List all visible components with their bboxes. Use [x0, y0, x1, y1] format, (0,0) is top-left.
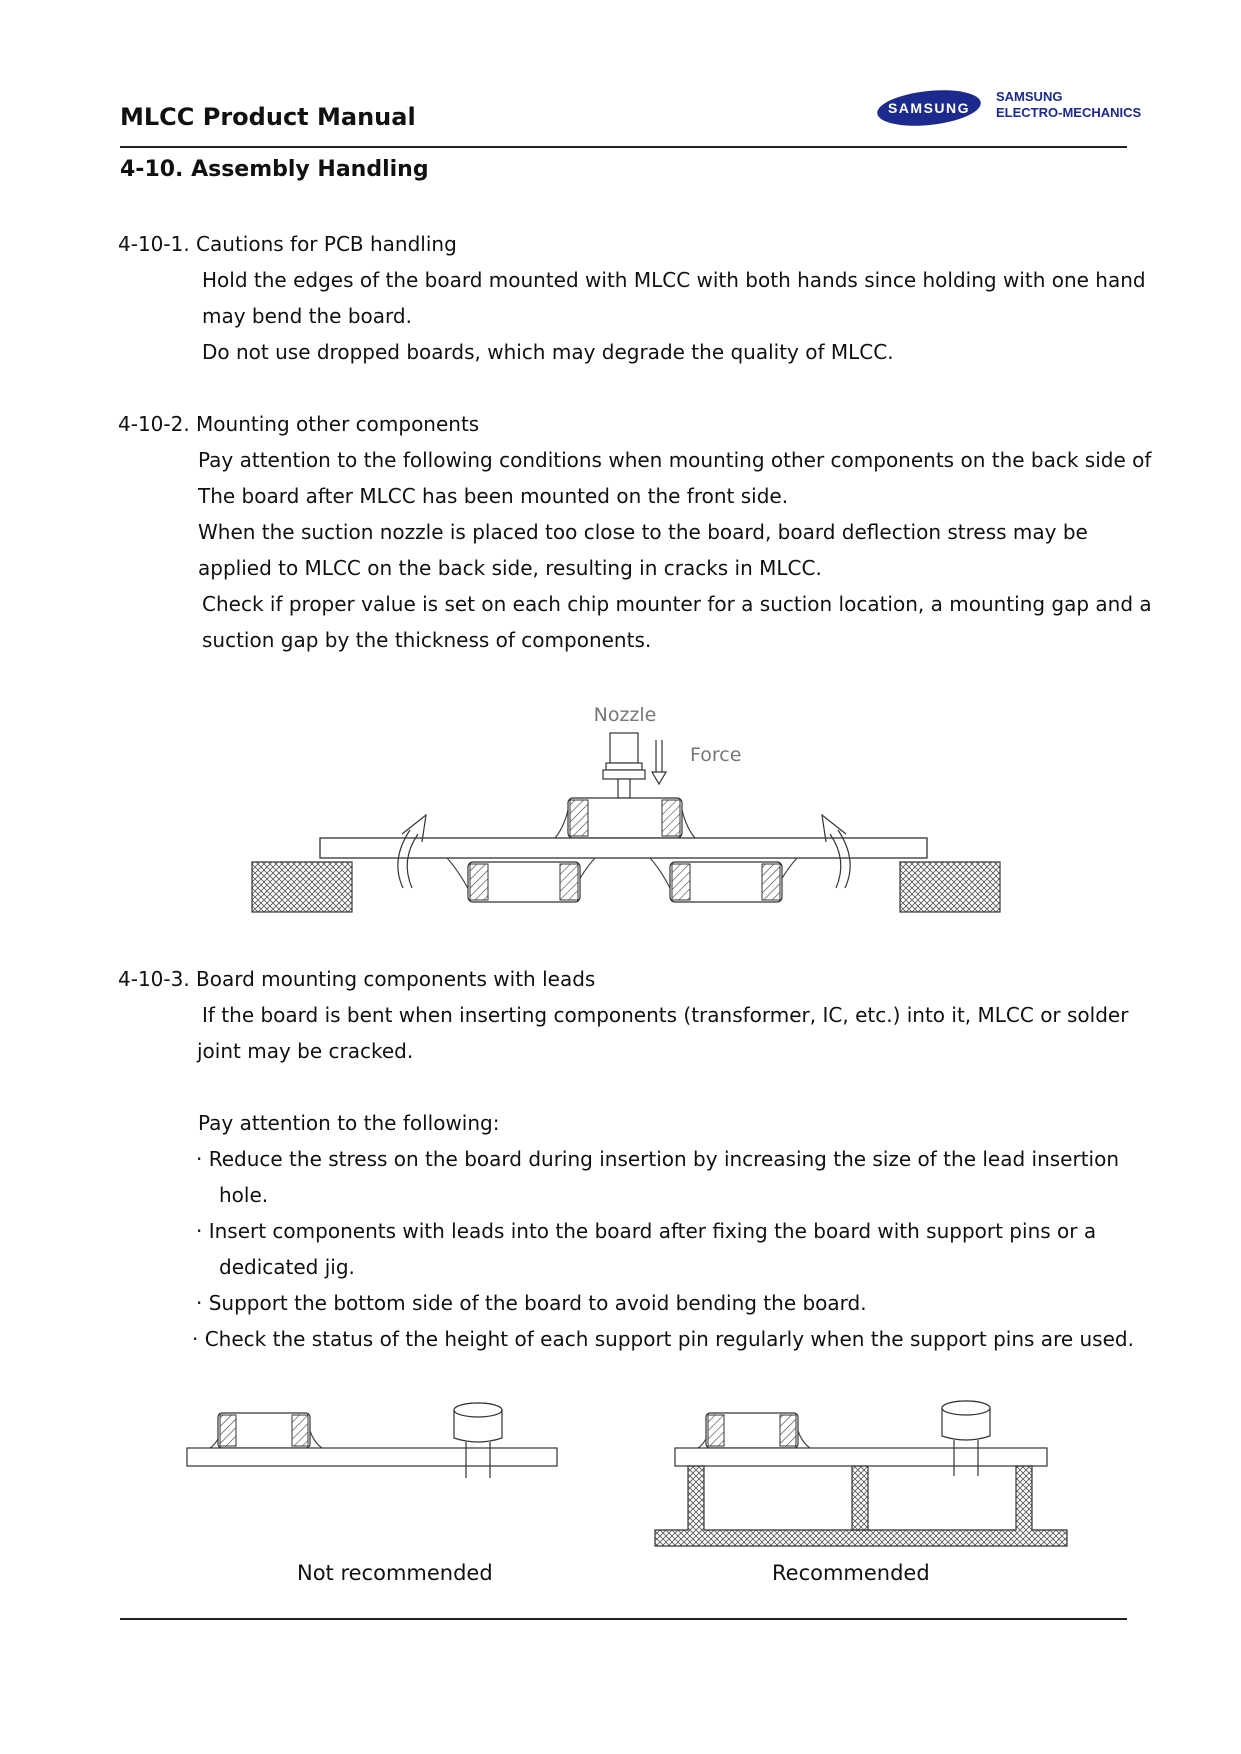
company-name-line1: SAMSUNG: [996, 89, 1063, 104]
subsection-heading-4-10-1: 4-10-1. Cautions for PCB handling: [118, 232, 457, 256]
right-support-block: [900, 862, 1000, 912]
caption-recommended: Recommended: [772, 1561, 930, 1585]
s1-line-2: may bend the board.: [202, 304, 412, 328]
samsung-logo: [875, 88, 983, 132]
footer-rule: [120, 1618, 1127, 1620]
s2-line-1: Pay attention to the following conditions when mounting other components on the back side of: [198, 448, 1152, 472]
s2-line-3: When the suction nozzle is placed too close to the board, board deflection stress may be: [198, 520, 1088, 544]
logo-wordmark: SAMSUNG: [887, 100, 971, 116]
s1-line-1: Hold the edges of the board mounted with MLCC with both hands since holding with one hand: [202, 268, 1146, 292]
top-mlcc-icon: [555, 798, 695, 838]
bottom-mlcc-left-icon: [447, 858, 595, 902]
s3-bullet-2: · Insert components with leads into the board after fixing the board with support pins or a: [196, 1219, 1097, 1243]
s3-line-2: joint may be cracked.: [197, 1039, 414, 1063]
s3-bullet-2-cont: dedicated jig.: [219, 1255, 355, 1279]
support-jig: [655, 1466, 1067, 1546]
s3-line-3: Pay attention to the following:: [198, 1111, 500, 1135]
company-name-line2: ELECTRO-MECHANICS: [996, 105, 1142, 120]
s3-bullet-1: · Reduce the stress on the board during insertion by increasing the size of the lead insertion: [196, 1147, 1120, 1171]
caption-not-recommended: Not recommended: [297, 1561, 493, 1585]
recommended-diagram: [655, 1401, 1067, 1546]
s2-line-5: Check if proper value is set on each chip mounter for a suction location, a mounting gap and a: [202, 592, 1152, 616]
s2-line-4: applied to MLCC on the back side, resulting in cracks in MLCC.: [198, 556, 822, 580]
section-title: 4-10. Assembly Handling: [120, 157, 429, 182]
s3-bullet-3: · Support the bottom side of the board to avoid bending the board.: [196, 1291, 867, 1315]
nozzle-label: Nozzle: [593, 704, 657, 726]
force-arrow-icon: [652, 740, 666, 784]
document-title: MLCC Product Manual: [120, 103, 416, 131]
s1-line-3: Do not use dropped boards, which may degrade the quality of MLCC.: [202, 340, 894, 364]
left-support-block: [252, 862, 352, 912]
s2-line-2: The board after MLCC has been mounted on the front side.: [198, 484, 789, 508]
lead-component-icon: [454, 1403, 502, 1478]
support-pin-figure: [180, 1385, 1080, 1555]
s3-bullet-1-cont: hole.: [219, 1183, 269, 1207]
subsection-heading-4-10-3: 4-10-3. Board mounting components with leads: [118, 967, 596, 991]
nozzle-deflection-figure: [240, 695, 1010, 925]
header-rule: [120, 146, 1127, 148]
subsection-heading-4-10-2: 4-10-2. Mounting other components: [118, 412, 480, 436]
company-name: [996, 89, 1141, 121]
force-label: Force: [690, 744, 742, 766]
s3-line-1: If the board is bent when inserting components (transformer, IC, etc.) into it, MLCC or solder: [202, 1003, 1129, 1027]
bottom-mlcc-right-icon: [650, 858, 797, 902]
nozzle-icon: [603, 733, 645, 798]
s3-bullet-4: · Check the status of the height of each support pin regularly when the support pins are used.: [192, 1327, 1134, 1351]
not-recommended-diagram: [187, 1403, 557, 1478]
s2-line-6: suction gap by the thickness of components.: [202, 628, 652, 652]
